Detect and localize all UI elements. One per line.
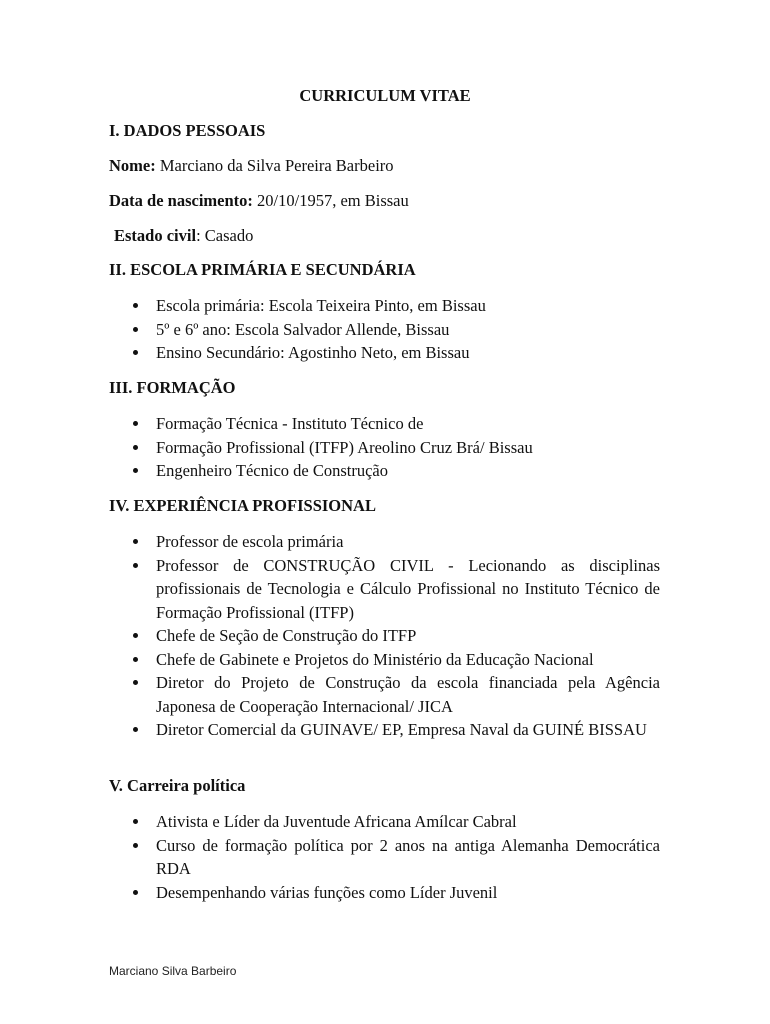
field-value: Marciano da Silva Pereira Barbeiro	[155, 156, 394, 175]
list-item: Desempenhando várias funções como Líder Juvenil	[109, 881, 660, 905]
field-nome	[109, 156, 394, 176]
list-item: Ativista e Líder da Juventude Africana Amílcar Cabral	[109, 810, 660, 834]
bullet-icon	[133, 890, 138, 895]
list-escola	[109, 294, 660, 365]
page-footer: Marciano Silva Barbeiro	[109, 964, 237, 978]
bullet-icon	[133, 350, 138, 355]
field-data-nascimento	[109, 191, 409, 211]
section-heading-dados-pessoais: I. DADOS PESSOAIS	[109, 121, 266, 140]
field-value: : Casado	[196, 226, 254, 245]
bullet-icon	[133, 727, 138, 732]
bullet-icon	[133, 468, 138, 473]
bullet-icon	[133, 843, 138, 848]
section-heading-formacao: III. FORMAÇÃO	[109, 378, 236, 397]
bullet-icon	[133, 539, 138, 544]
bullet-icon	[133, 327, 138, 332]
list-formacao	[109, 412, 660, 483]
list-item: Professor de CONSTRUÇÃO CIVIL - Lecionando as disciplinas profissionais de Tecnologia e Cálculo Profissional no Instituto Técnico de Formação Profissional (ITFP)	[109, 554, 660, 625]
field-estado-civil	[114, 226, 253, 246]
section-heading-carreira: V. Carreira política	[109, 776, 246, 795]
field-label: Nome:	[109, 156, 156, 175]
document-title: CURRICULUM VITAE	[299, 86, 471, 105]
list-item: Escola primária: Escola Teixeira Pinto, em Bissau	[109, 294, 660, 318]
list-item: Chefe de Seção de Construção do ITFP	[109, 624, 660, 648]
list-item: Diretor do Projeto de Construção da escola financiada pela Agência Japonesa de Cooperação Internacional/ JICA	[109, 671, 660, 718]
list-item: Engenheiro Técnico de Construção	[109, 459, 660, 483]
list-carreira	[109, 810, 660, 904]
section-heading-experiencia: IV. EXPERIÊNCIA PROFISSIONAL	[109, 496, 376, 515]
list-item: Curso de formação política por 2 anos na antiga Alemanha Democrática RDA	[109, 834, 660, 881]
list-item: Diretor Comercial da GUINAVE/ EP, Empresa Naval da GUINÉ BISSAU	[109, 718, 660, 742]
list-item: Ensino Secundário: Agostinho Neto, em Bissau	[109, 341, 660, 365]
field-label: Estado civil	[114, 226, 197, 245]
list-item: Formação Profissional (ITFP) Areolino Cruz Brá/ Bissau	[109, 436, 660, 460]
bullet-icon	[133, 819, 138, 824]
bullet-icon	[133, 633, 138, 638]
bullet-icon	[133, 303, 138, 308]
field-label: Data de nascimento:	[109, 191, 253, 210]
list-item: Formação Técnica - Instituto Técnico de	[109, 412, 660, 436]
bullet-icon	[133, 680, 138, 685]
list-item: 5º e 6º ano: Escola Salvador Allende, Bissau	[109, 318, 660, 342]
field-value: 20/10/1957, em Bissau	[252, 191, 409, 210]
bullet-icon	[133, 563, 138, 568]
list-experiencia	[109, 530, 660, 742]
bullet-icon	[133, 445, 138, 450]
bullet-icon	[133, 421, 138, 426]
bullet-icon	[133, 657, 138, 662]
list-item: Chefe de Gabinete e Projetos do Ministério da Educação Nacional	[109, 648, 660, 672]
section-heading-escola: II. ESCOLA PRIMÁRIA E SECUNDÁRIA	[109, 260, 416, 279]
list-item: Professor de escola primária	[109, 530, 660, 554]
